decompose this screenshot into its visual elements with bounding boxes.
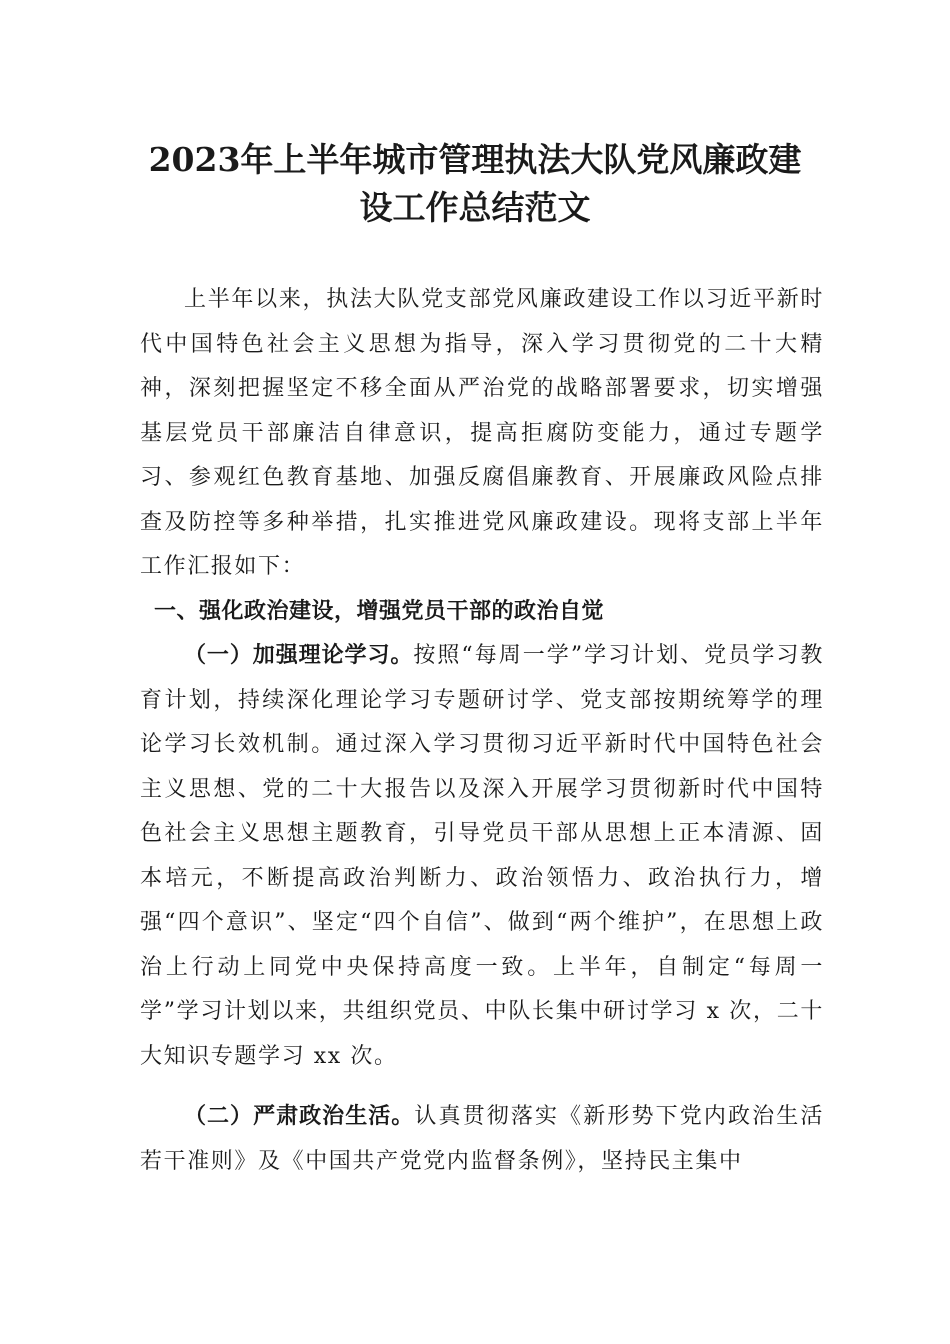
item-1-paragraph <box>140 634 824 1079</box>
section-1-heading: 一、强化政治建设，增强党员干部的政治自觉 <box>154 598 605 624</box>
title-line-2: 设工作总结范文 <box>359 188 591 227</box>
item-2-paragraph <box>140 1095 824 1184</box>
item-1-text: 按照“每周一学”学习计划、党员学习教育计划，持续深化理论学习专题研讨学、党支部按期统筹学的理论学习长效机制。通过深入学习贯彻习近平新时代中国特色社会主义思想、党的二十大报告以及深入开展学习贯彻新时代中国特色社会主义思想主题教育，引导党员干部从思想上正本清源、固本培元，不断提高政治判断力、政治领悟力、政治执行力，增强“四个意识”、坚定“四个自信”、做到“两个维护”，在思想上政治上行动上同党中央保持高度一致。上半年，自制定“每周一学”学习计划以来，共组织党员、中队长集中研讨学习 x 次，二十大知识专题学习 xx 次。 <box>140 643 824 1069</box>
document-title <box>120 136 830 232</box>
item-1-label: （一）加强理论学习。 <box>184 643 414 668</box>
item-2-label: （二）严肃政治生活。 <box>184 1104 415 1129</box>
item-2-text: 认真贯彻落实《新形势下党内政治生活若干准则》及《中国共产党党内监督条例》，坚持民主集中 <box>140 1104 824 1174</box>
title-line-1: 2023年上半年城市管理执法大队党风廉政建 <box>148 140 802 179</box>
intro-paragraph: 上半年以来，执法大队党支部党风廉政建设工作以习近平新时代中国特色社会主义思想为指导，深入学习贯彻党的二十大精神，深刻把握坚定不移全面从严治党的战略部署要求，切实增强基层党员干部廉洁自律意识，提高拒腐防变能力，通过专题学习、参观红色教育基地、加强反腐倡廉教育、开展廉政风险点排查及防控等多种举措，扎实推进党风廉政建设。现将支部上半年工作汇报如下： <box>140 287 824 579</box>
document-body <box>140 278 824 1184</box>
